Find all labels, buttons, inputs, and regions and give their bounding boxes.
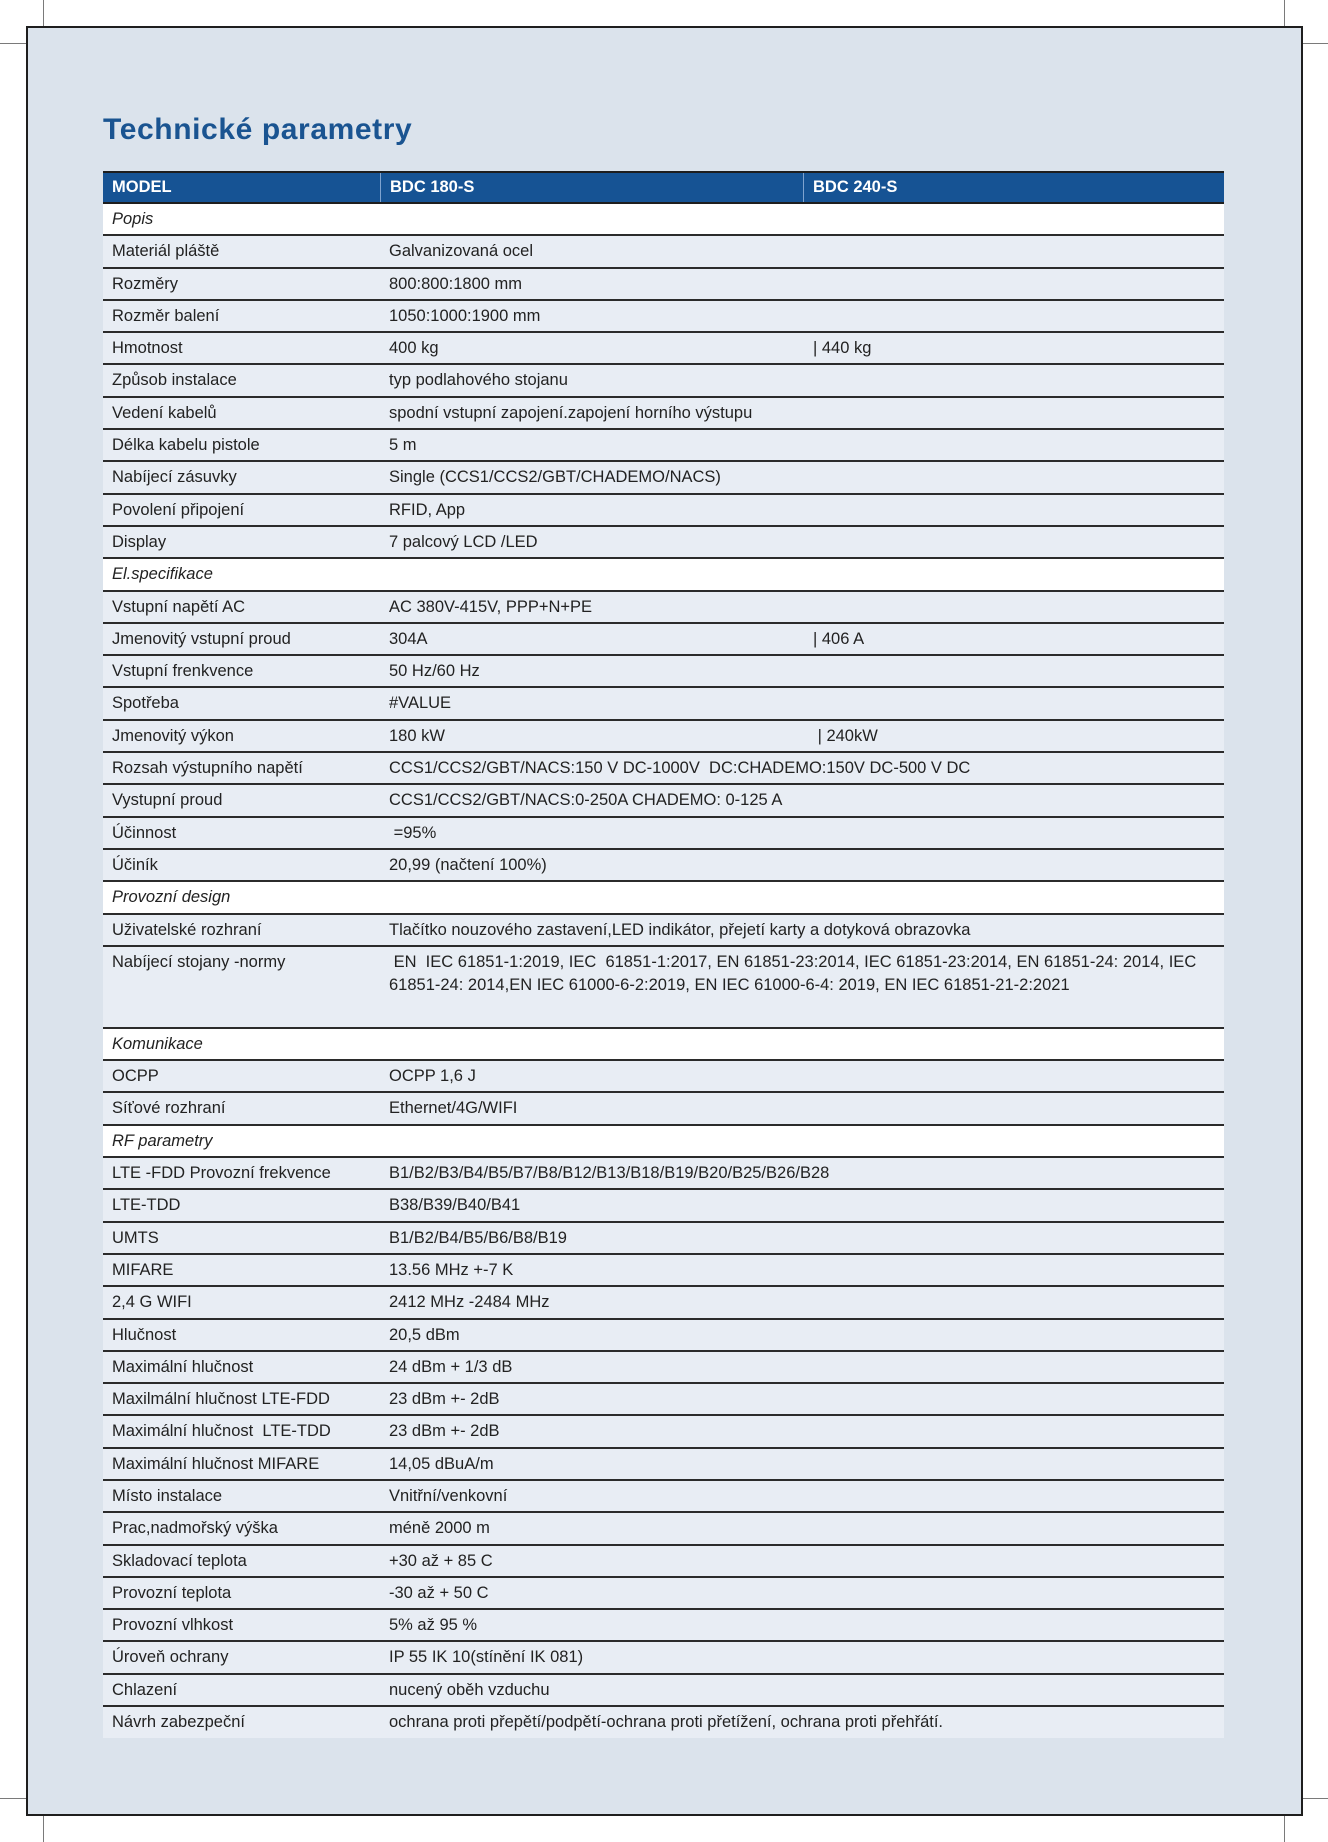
param-value: IP 55 IK 10(stínění IK 081) (389, 1648, 584, 1667)
param-value: Ethernet/4G/WIFI (389, 1099, 518, 1118)
table-row (103, 301, 1224, 333)
table-row (103, 1449, 1224, 1481)
param-value: 400 kg (389, 339, 439, 358)
table-row (103, 688, 1224, 720)
param-label: Nabíjecí zásuvky (112, 468, 237, 487)
section-row (103, 1029, 1224, 1061)
table-row (103, 1416, 1224, 1448)
param-value: 23 dBm +- 2dB (389, 1422, 500, 1441)
header-model: MODEL (112, 178, 172, 196)
param-value: +30 až + 85 C (389, 1551, 493, 1570)
param-value: 13.56 MHz +-7 K (389, 1260, 514, 1279)
param-label: LTE -FDD Provozní frekvence (112, 1164, 331, 1183)
param-label: Vystupní proud (112, 791, 223, 810)
param-value: B1/B2/B3/B4/B5/B7/B8/B12/B13/B18/B19/B20/B25/B26/B28 (389, 1164, 830, 1183)
table-row (103, 1061, 1224, 1093)
table-row (103, 365, 1224, 397)
spec-table (103, 171, 1224, 1738)
param-value: -30 až + 50 C (389, 1583, 489, 1602)
table-row (103, 1384, 1224, 1416)
param-label: Vstupní napětí AC (112, 597, 246, 616)
param-value: 2412 MHz -2484 MHz (389, 1293, 550, 1312)
param-label: Provozní teplota (112, 1583, 232, 1602)
param-value: CCS1/CCS2/GBT/NACS:0-250A CHADEMO: 0-125 A (389, 791, 783, 810)
param-value: ochrana proti přepětí/podpětí-ochrana proti přetížení, ochrana proti přehřátí. (389, 1713, 943, 1732)
table-row (103, 1481, 1224, 1513)
table-row (103, 527, 1224, 559)
page-title: Technické parametry (103, 113, 413, 146)
param-label: Prac,nadmořský výška (112, 1519, 278, 1538)
table-row (103, 1223, 1224, 1255)
param-value: RFID, App (389, 500, 466, 519)
param-label: Rozměry (112, 274, 179, 293)
param-value: AC 380V-415V, PPP+N+PE (389, 597, 593, 616)
crop-mark (43, 1813, 44, 1842)
param-label: Jmenovitý vstupní proud (112, 629, 291, 648)
param-value: méně 2000 m (389, 1519, 490, 1538)
param-label: Maximální hlučnost LTE-TDD (112, 1422, 331, 1441)
param-value: 1050:1000:1900 mm (389, 306, 541, 325)
param-label: Rozměr balení (112, 306, 220, 325)
section-label: El.specifikace (112, 565, 213, 584)
param-label: Hmotnost (112, 339, 183, 358)
param-value: Tlačítko nouzového zastavení,LED indikátor, přejetí karty a dotyková obrazovka (389, 920, 971, 939)
param-value: CCS1/CCS2/GBT/NACS:150 V DC-1000V DC:CHADEMO:150V DC-500 V DC (389, 759, 971, 778)
param-label: OCPP (112, 1067, 159, 1086)
param-value: 14,05 dBuA/m (389, 1454, 494, 1473)
table-header-row (103, 171, 1224, 204)
table-row (103, 1190, 1224, 1222)
header-bdc-240-s: BDC 240-S (803, 173, 1224, 202)
param-label: Délka kabelu pistole (112, 436, 260, 455)
param-value: #VALUE (389, 694, 452, 713)
section-row (103, 882, 1224, 914)
param-label: Hlučnost (112, 1325, 177, 1344)
param-label: Účiník (112, 855, 158, 874)
param-label: Místo instalace (112, 1486, 223, 1505)
param-label: Vstupní frenkvence (112, 662, 254, 681)
table-row (103, 1707, 1224, 1738)
table-body (103, 204, 1224, 1738)
table-row (103, 1610, 1224, 1642)
param-value-bdc-240-s: | 406 A (813, 629, 865, 648)
param-label: Spotřeba (112, 694, 179, 713)
param-value: 5 m (389, 436, 417, 455)
param-label: Nabíjecí stojany -normy (112, 952, 286, 971)
table-row (103, 1675, 1224, 1707)
param-label: 2,4 G WIFI (112, 1293, 192, 1312)
param-label: Maximální hlučnost (112, 1357, 254, 1376)
table-row (103, 333, 1224, 365)
table-row (103, 1320, 1224, 1352)
param-value: typ podlahového stojanu (389, 371, 568, 390)
table-row (103, 656, 1224, 688)
param-value: OCPP 1,6 J (389, 1067, 476, 1086)
param-value: 304A (389, 629, 428, 648)
param-value: nucený oběh vzduchu (389, 1680, 550, 1699)
param-label: MIFARE (112, 1260, 174, 1279)
section-row (103, 559, 1224, 591)
crop-mark (1284, 1813, 1285, 1842)
param-value: 5% až 95 % (389, 1616, 478, 1635)
param-label: Povolení připojení (112, 500, 245, 519)
header-bdc-180-s: BDC 180-S (380, 173, 803, 202)
table-row (103, 269, 1224, 301)
param-label: Materiál pláště (112, 242, 220, 261)
param-value: 20,5 dBm (389, 1325, 460, 1344)
param-value: 24 dBm + 1/3 dB (389, 1357, 513, 1376)
table-row (103, 430, 1224, 462)
param-label: Rozsah výstupního napětí (112, 759, 303, 778)
param-label: Chlazení (112, 1680, 178, 1699)
table-row (103, 624, 1224, 656)
table-row (103, 1352, 1224, 1384)
param-label: LTE-TDD (112, 1196, 181, 1215)
param-value: 180 kW (389, 726, 445, 745)
param-label: Display (112, 532, 167, 551)
param-label: Provozní vlhkost (112, 1616, 234, 1635)
param-value: Galvanizovaná ocel (389, 242, 534, 261)
table-row (103, 1513, 1224, 1545)
table-row (103, 818, 1224, 850)
param-label: Úroveň ochrany (112, 1648, 229, 1667)
section-label: Komunikace (112, 1034, 203, 1053)
param-value: 23 dBm +- 2dB (389, 1390, 500, 1409)
param-value-bdc-240-s: | 240kW (813, 726, 878, 745)
table-row (103, 1158, 1224, 1190)
param-value: Vnitřní/venkovní (389, 1486, 508, 1505)
table-row (103, 462, 1224, 494)
table-row (103, 947, 1224, 1029)
param-value: B1/B2/B4/B5/B6/B8/B19 (389, 1228, 567, 1247)
param-label: Uživatelské rozhraní (112, 920, 262, 939)
param-label: Skladovací teplota (112, 1551, 247, 1570)
section-row (103, 204, 1224, 236)
table-row (103, 592, 1224, 624)
section-label: Popis (112, 210, 154, 228)
param-value: 800:800:1800 mm (389, 274, 523, 293)
table-row (103, 785, 1224, 817)
param-label: Maximální hlučnost MIFARE (112, 1454, 320, 1473)
table-row (103, 1255, 1224, 1287)
param-label: UMTS (112, 1228, 159, 1247)
table-row (103, 1093, 1224, 1125)
param-label: Návrh zabezpeční (112, 1713, 245, 1732)
param-label: Vedení kabelů (112, 403, 217, 422)
table-row (103, 915, 1224, 947)
section-label: RF parametry (112, 1131, 213, 1150)
param-label: Způsob instalace (112, 371, 237, 390)
table-row (103, 721, 1224, 753)
param-value: =95% (389, 823, 437, 842)
param-value: Single (CCS1/CCS2/GBT/CHADEMO/NACS) (389, 468, 721, 487)
param-value: 50 Hz/60 Hz (389, 662, 480, 681)
section-row (103, 1126, 1224, 1158)
param-value: 20,99 (načtení 100%) (389, 855, 547, 874)
table-row (103, 1642, 1224, 1674)
param-label: Síťové rozhraní (112, 1099, 226, 1118)
param-label: Maxilmální hlučnost LTE-FDD (112, 1390, 330, 1409)
table-row (103, 495, 1224, 527)
table-row (103, 1578, 1224, 1610)
table-row (103, 236, 1224, 268)
param-label: Jmenovitý výkon (112, 726, 234, 745)
param-value-bdc-240-s: | 440 kg (813, 339, 872, 358)
param-value: 7 palcový LCD /LED (389, 532, 538, 551)
param-label: Účinnost (112, 823, 177, 842)
param-value: EN IEC 61851-1:2019, IEC 61851-1:2017, EN 61851-23:2014, IEC 61851-23:2014, EN 61851-24: 2014, IEC 61851-24: 2014,EN IEC 61000-6-2:2019, EN IEC 61000-6-4: 2019, EN IEC 61851-21-2:2021 (389, 952, 1201, 995)
section-label: Provozní design (112, 888, 231, 907)
table-row (103, 850, 1224, 882)
table-row (103, 753, 1224, 785)
param-value: spodní vstupní zapojení.zapojení horního výstupu (389, 403, 753, 422)
param-value: B38/B39/B40/B41 (389, 1196, 521, 1215)
table-row (103, 1287, 1224, 1319)
table-row (103, 1546, 1224, 1578)
table-row (103, 398, 1224, 430)
